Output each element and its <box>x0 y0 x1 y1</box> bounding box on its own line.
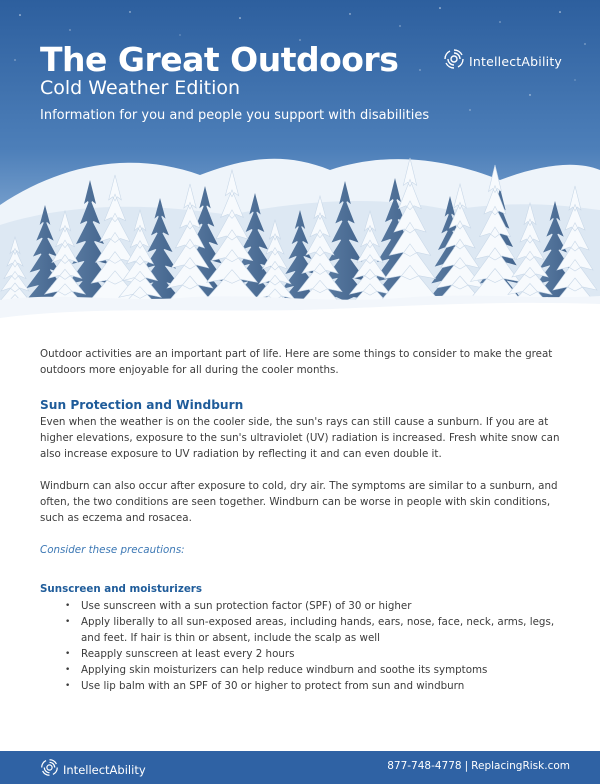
intellectability-logo-icon <box>443 48 465 74</box>
list-item: • Applying skin moisturizers can help reduce windburn and soothe its symptoms <box>65 662 568 678</box>
page-title: The Great Outdoors <box>40 40 399 79</box>
page-tagline: Information for you and people you support with disabilities <box>40 108 430 123</box>
intellectability-logo-icon <box>40 758 59 781</box>
header-logo <box>443 48 562 74</box>
footer-logo-text: IntellectAbility <box>63 762 146 777</box>
list-item: • Apply liberally to all sun-exposed areas, including hands, ears, nose, face, neck, arms, legs, and feet. If hair is thin or absent, include the scalp as well <box>65 614 568 646</box>
hero-banner <box>0 0 600 332</box>
footer-bar <box>0 751 600 784</box>
sun-paragraph: Even when the weather is on the cooler side, the sun's rays can still cause a sunburn. If you are at higher elevations, exposure to the sun's ultraviolet (UV) radiation is increased. Fresh white snow can also increase exposure to UV radiation by reflecting it and can even double it. <box>40 416 560 460</box>
subsection-heading: Sunscreen and moisturizers <box>40 583 203 595</box>
list-item: • Use lip balm with an SPF of 30 or higher to protect from sun and windburn <box>65 678 568 694</box>
footer-logo <box>40 758 146 781</box>
precautions-lead: Consider these precautions: <box>40 544 185 556</box>
contact-separator: | <box>464 760 469 772</box>
page-subtitle: Cold Weather Edition <box>40 77 241 99</box>
main-content <box>40 346 568 694</box>
precaution-list <box>40 598 568 694</box>
footer-contact <box>387 760 570 772</box>
list-item: • Reapply sunscreen at least every 2 hours <box>65 646 568 662</box>
website-link[interactable]: ReplacingRisk.com <box>471 760 570 772</box>
list-item: • Use sunscreen with a sun protection factor (SPF) of 30 or higher <box>65 598 568 614</box>
windburn-paragraph: Windburn can also occur after exposure to cold, dry air. The symptoms are similar to a sunburn, and often, the two conditions are seen together. Windburn can be worse in people with skin conditions, such as eczema and rosacea. <box>40 480 558 524</box>
header-logo-text: IntellectAbility <box>469 53 563 69</box>
intro-paragraph: Outdoor activities are an important part of life. Here are some things to consider to make the great outdoors more enjoyable for all during the cooler months. <box>40 348 553 376</box>
section-heading: Sun Protection and Windburn <box>40 398 244 412</box>
phone-number: 877-748-4778 <box>387 760 462 772</box>
